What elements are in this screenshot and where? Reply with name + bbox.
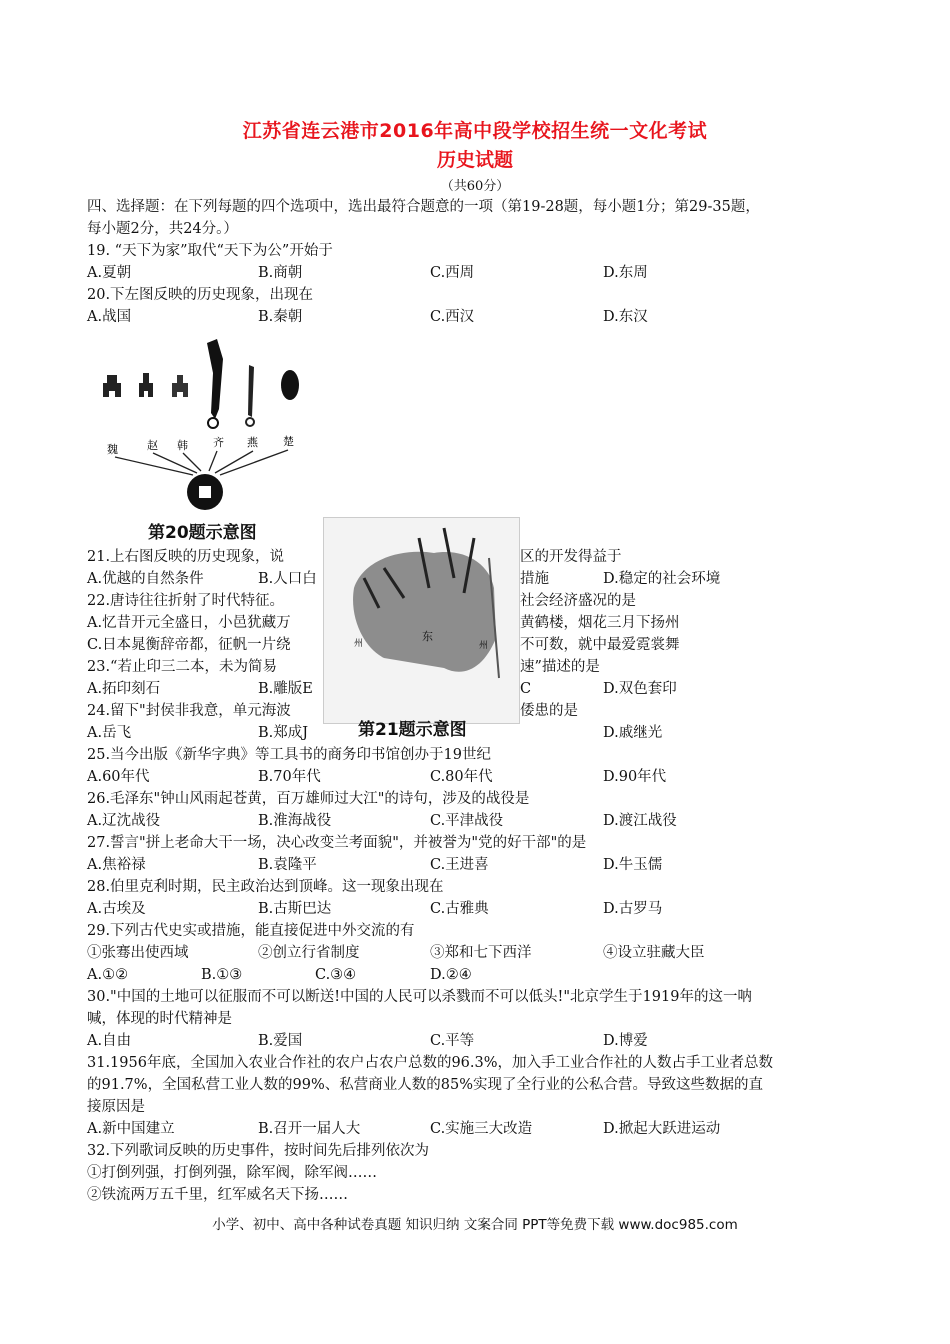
option: A.自由 [87, 1033, 132, 1049]
option: B.①③ [201, 967, 243, 983]
option: A.夏朝 [87, 265, 132, 281]
question-26: 26.毛泽东"钟山风雨起苍黄，百万雄师过大江"的诗句，涉及的战役是 [87, 791, 530, 807]
total-score: （共60分） [440, 179, 510, 194]
option: D.博爱 [603, 1033, 648, 1049]
state-label: 齐 [213, 436, 224, 449]
map-label: 东 [422, 630, 433, 643]
question-28: 28.伯里克利时期，民主政治达到顶峰。这一现象出现在 [87, 879, 444, 895]
question-22: 22.唐诗往往折射了时代特征。 [87, 593, 285, 609]
section-instructions-line1: 四、选择题：在下列每题的四个选项中，选出最符合题意的一项（第19-28题，每小题1分；第29-35题， [87, 199, 760, 215]
option: C.平等 [430, 1033, 475, 1049]
option: A.①② [87, 967, 129, 983]
figure-21-map [323, 517, 520, 724]
figure-20-coins [95, 335, 315, 545]
question-27: 27.誓言"拼上老命大干一场，决心改变兰考面貌"，并被誉为"党的好干部"的是 [87, 835, 587, 851]
option: C.日本晁衡辞帝都，征帆一片绕 [87, 637, 291, 653]
exam-subtitle: 历史试题 [436, 149, 513, 171]
question-32: 32.下列歌词反映的历史事件，按时间先后排列依次为 [87, 1143, 430, 1159]
option: B.召开一届人大 [258, 1121, 361, 1137]
option: B.雕版E [258, 681, 313, 697]
option: 黄鹤楼，烟花三月下扬州 [520, 615, 680, 631]
option: A.岳飞 [87, 725, 132, 741]
lyric-item: ①打倒列强，打倒列强，除军阀，除军阀…… [87, 1165, 377, 1181]
lyric-item: ②铁流两万五千里，红军威名天下扬…… [87, 1187, 348, 1203]
option: B.袁隆平 [258, 857, 317, 873]
question-23-tail: 速”描述的是 [520, 659, 600, 675]
option: D.掀起大跃进运动 [603, 1121, 721, 1137]
option: C.实施三大改造 [430, 1121, 533, 1137]
option: A.焦裕禄 [87, 857, 146, 873]
question-31: 31.1956年底，全国加入农业合作社的农户占农户总数的96.3%，加入手工业合作社的人数占手工业者总数 [87, 1055, 774, 1071]
option: A.古埃及 [87, 901, 146, 917]
question-21: 21.上右图反映的历史现象，说 [87, 549, 285, 565]
question-30: 30."中国的土地可以征服而不可以断送!中国的人民可以杀戮而不可以低头!"北京学生于1919年的这一呐 [87, 989, 752, 1005]
option: 措施 [520, 571, 549, 587]
knife-coin-qi [207, 339, 223, 419]
option: C.平津战役 [430, 813, 504, 829]
question-21-tail: 区的开发得益于 [520, 549, 622, 565]
exam-title: 江苏省连云港市2016年高中段学校招生统一文化考试 [242, 120, 708, 142]
question-23: 23.“若止印三二本，未为简易 [87, 659, 277, 675]
state-label: 魏 [107, 443, 118, 456]
option: A.新中国建立 [87, 1121, 175, 1137]
option: D.东周 [603, 265, 648, 281]
option: A.忆昔开元全盛日，小邑犹藏万 [87, 615, 291, 631]
option: C.西周 [430, 265, 475, 281]
option: B.人口白 [258, 571, 317, 587]
option: A.辽沈战役 [87, 813, 161, 829]
option: D.戚继光 [603, 725, 663, 741]
question-31-line3: 接原因是 [87, 1099, 145, 1115]
option: B.商朝 [258, 265, 303, 281]
question-25: 25.当今出版《新华字典》等工具书的商务印书馆创办于19世纪 [87, 747, 492, 763]
option: C.古雅典 [430, 901, 489, 917]
option: D.②④ [430, 967, 472, 983]
spade-coin-wei [103, 375, 121, 397]
option: C.西汉 [430, 309, 475, 325]
figure-20-caption: 第20题示意图 [148, 523, 257, 543]
question-29: 29.下列古代史实或措施，能直接促进中外交流的有 [87, 923, 415, 939]
section-instructions-line2: 每小题2分，共24分。） [87, 221, 238, 237]
map-label: 州 [479, 641, 489, 651]
option: D.东汉 [603, 309, 648, 325]
question-24-tail: 倭患的是 [520, 703, 578, 719]
option: D.古罗马 [603, 901, 663, 917]
question-30-line2: 喊，体现的时代精神是 [87, 1011, 232, 1027]
option: C.80年代 [430, 769, 493, 785]
option: D.牛玉儒 [603, 857, 663, 873]
state-label: 楚 [283, 435, 294, 448]
question-31-line2: 的91.7%，全国私营工业人数的99%、私营商业人数的85%实现了全行业的公私合营。导致这些数据的直 [87, 1077, 764, 1093]
map-label: 州 [354, 639, 364, 649]
question-20: 20.下左图反映的历史现象，出现在 [87, 287, 314, 303]
option: D.渡江战役 [603, 813, 677, 829]
statement-item: ②创立行省制度 [258, 945, 360, 961]
option: 不可数，就中最爱霓裳舞 [520, 637, 680, 653]
option: B.秦朝 [258, 309, 303, 325]
option: B.郑成J [258, 725, 309, 741]
option: B.70年代 [258, 769, 321, 785]
figure-21-caption: 第21题示意图 [358, 720, 467, 740]
spade-coin-zhao [139, 373, 153, 397]
state-label: 韩 [177, 439, 188, 452]
option: D.90年代 [603, 769, 667, 785]
option: A.60年代 [87, 769, 150, 785]
state-label: 燕 [247, 436, 258, 449]
option: D.双色套印 [603, 681, 677, 697]
statement-item: ④设立驻藏大臣 [603, 945, 705, 961]
option: C.王进喜 [430, 857, 489, 873]
ant-nose-coin-chu [281, 370, 299, 400]
question-19: 19. “天下为家”取代“天下为公”开始于 [87, 243, 333, 259]
option: A.优越的自然条件 [87, 571, 204, 587]
spade-coin-han [172, 375, 188, 397]
statement-item: ③郑和七下西洋 [430, 945, 532, 961]
option: D.稳定的社会环境 [603, 571, 721, 587]
option: C [520, 681, 532, 697]
state-label: 赵 [147, 439, 158, 452]
question-22-tail: 社会经济盛况的是 [520, 593, 636, 609]
option: A.拓印刻石 [87, 681, 161, 697]
statement-item: ①张骞出使西域 [87, 945, 189, 961]
footer-banner: 小学、初中、高中各种试卷真题 知识归纳 文案合同 PPT等免费下载 www.doc985.com [212, 1217, 738, 1233]
option: B.古斯巴达 [258, 901, 332, 917]
option: C.③④ [315, 967, 357, 983]
option: A.战国 [87, 309, 132, 325]
option: B.爱国 [258, 1033, 303, 1049]
option: B.淮海战役 [258, 813, 332, 829]
question-24: 24.留下"封侯非我意，单元海波 [87, 703, 291, 719]
knife-coin-yan [248, 365, 254, 417]
